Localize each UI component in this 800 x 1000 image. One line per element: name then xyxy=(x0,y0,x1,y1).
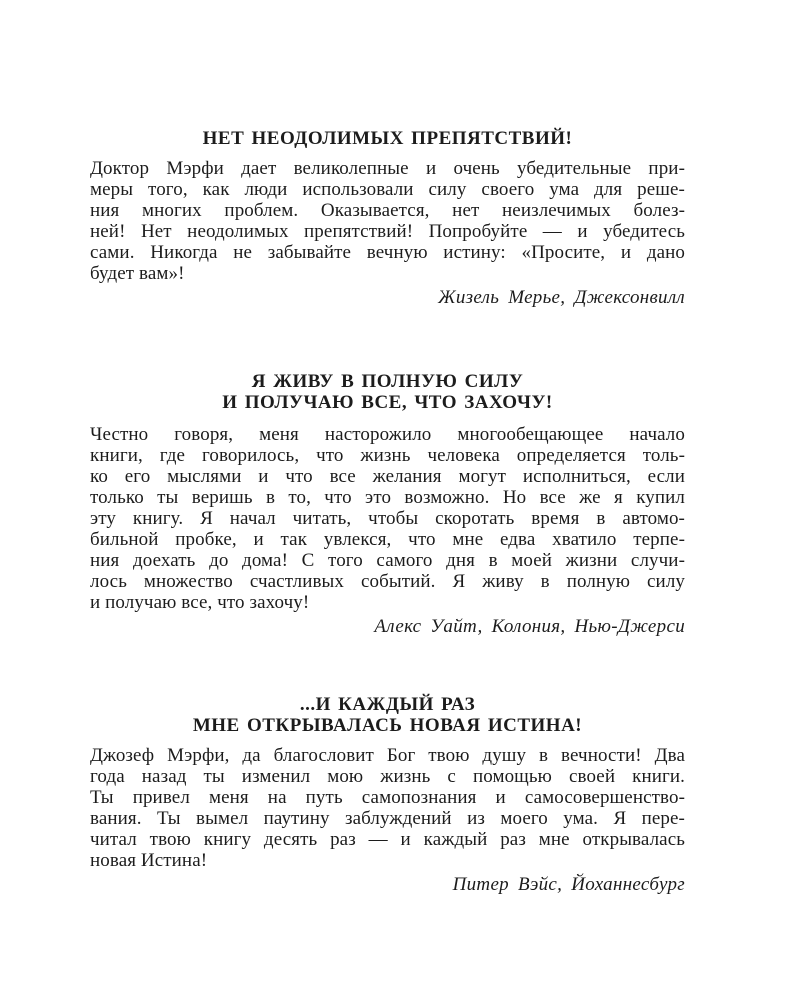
paragraph-line: сами. Никогда не забывайте вечную истину: «Просите, и дано xyxy=(90,242,685,263)
paragraph-line: Джозеф Мэрфи, да благословит Бог твою душу в вечности! Два xyxy=(90,745,685,766)
paragraph-line: только ты веришь в то, что это возможно. Но все же я купил xyxy=(90,487,685,508)
paragraph-line: года назад ты изменил мою жизнь с помощью своей книги. xyxy=(90,766,685,787)
paragraph-line: ней! Нет неодолимых препятствий! Попробуйте — и убедитесь xyxy=(90,221,685,242)
paragraph-line: и получаю все, что захочу! xyxy=(90,592,310,613)
paragraph-line: вания. Ты вымел паутину заблуждений из моего ума. Я пере- xyxy=(90,808,685,829)
paragraph-line: Доктор Мэрфи дает великолепные и очень убедительные при- xyxy=(90,158,685,179)
paragraph xyxy=(90,745,685,871)
section-heading xyxy=(90,371,685,413)
heading-line: МНЕ ОТКРЫВАЛАСЬ НОВАЯ ИСТИНА! xyxy=(192,715,583,736)
paragraph xyxy=(90,424,685,613)
paragraph-line: лось множество счастливых событий. Я живу в полную силу xyxy=(90,571,685,592)
section-heading xyxy=(90,694,685,736)
paragraph-line: ния доехать до дома! С того самого дня в моей жизни случи- xyxy=(90,550,685,571)
testimonial-section-3 xyxy=(90,694,685,895)
paragraph xyxy=(90,158,685,284)
attribution: Алекс Уайт, Колония, Нью-Джерси xyxy=(374,616,685,637)
attribution: Жизель Мерье, Джексонвилл xyxy=(438,287,685,308)
heading-line: И ПОЛУЧАЮ ВСЕ, ЧТО ЗАХОЧУ! xyxy=(222,392,553,413)
paragraph-line: новая Истина! xyxy=(90,850,208,871)
paragraph-line: эту книгу. Я начал читать, чтобы скоротать время в автомо- xyxy=(90,508,685,529)
paragraph-line: ко его мыслями и что все желания могут исполниться, если xyxy=(90,466,685,487)
section-heading xyxy=(90,128,685,149)
paragraph-line: Ты привел меня на путь самопознания и самосовершенство- xyxy=(90,787,685,808)
testimonial-section-2 xyxy=(90,371,685,637)
testimonial-section-1 xyxy=(90,128,685,308)
attribution: Питер Вэйс, Йоханнесбург xyxy=(452,874,685,895)
paragraph-line: меры того, как люди использовали силу своего ума для реше- xyxy=(90,179,685,200)
paragraph-line: бильной пробке, и так увлекся, что мне едва хватило терпе- xyxy=(90,529,685,550)
paragraph-line: будет вам»! xyxy=(90,263,185,284)
heading-line: Я ЖИВУ В ПОЛНУЮ СИЛУ xyxy=(251,371,524,392)
heading-line: НЕТ НЕОДОЛИМЫХ ПРЕПЯТСТВИЙ! xyxy=(202,128,573,149)
paragraph-line: Честно говоря, меня насторожило многообещающее начало xyxy=(90,424,685,445)
heading-line: ...И КАЖДЫЙ РАЗ xyxy=(299,694,476,715)
paragraph-line: ния многих проблем. Оказывается, нет неизлечимых болез- xyxy=(90,200,685,221)
paragraph-line: читал твою книгу десять раз — и каждый раз мне открывалась xyxy=(90,829,685,850)
paragraph-line: книги, где говорилось, что жизнь человека определяется толь- xyxy=(90,445,685,466)
